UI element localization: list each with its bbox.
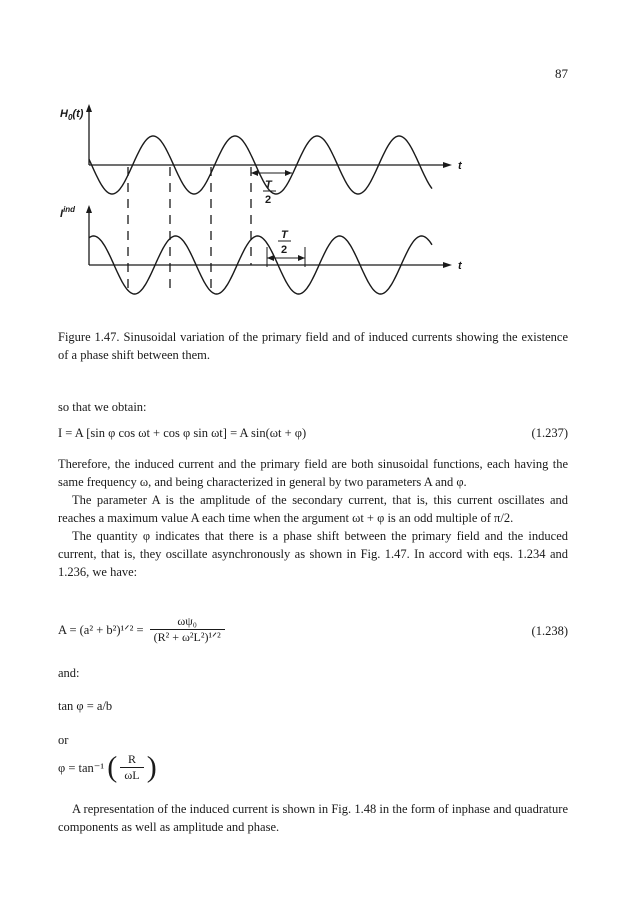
paragraph-3: The quantity φ indicates that there is a phase shift between the primary field and the induced current, that is, they oscillate asynchronously as shown in Fig. 1.47. In accord with eqs. 1.234 and 1.236, we have: bbox=[58, 529, 568, 579]
top-half-period-arrow-icon bbox=[285, 170, 292, 176]
equation-1-238 bbox=[58, 614, 568, 645]
phi-equation-left: φ = tan⁻¹ bbox=[58, 760, 105, 775]
caption-label: Figure 1.47. bbox=[58, 330, 120, 344]
phi-equation-close-paren: ) bbox=[146, 750, 157, 784]
figure-caption bbox=[58, 328, 568, 364]
top-axis-arrow-icon bbox=[86, 104, 92, 112]
body-paragraphs bbox=[58, 455, 568, 581]
bottom-axis-label: $I^{ind}$ bbox=[60, 205, 76, 220]
tan-equation: tan φ = a/b bbox=[58, 699, 113, 713]
figure-1-47 bbox=[60, 95, 490, 310]
paragraph-2: The parameter A is the amplitude of the secondary current, that is, this current oscillates and reaches a maximum value A each time when the argument ωt + φ is an odd multiple of π/2. bbox=[58, 493, 568, 525]
equation-1-237-body: I = A [sin φ cos ωt + cos φ sin ωt] = A sin(ωt + φ) bbox=[58, 426, 307, 440]
phi-equation-fraction bbox=[120, 752, 143, 783]
top-axis-label: $H_0(t)$ bbox=[60, 108, 84, 122]
equation-1-237-number: (1.237) bbox=[531, 426, 568, 440]
top-time-label: t bbox=[458, 160, 462, 172]
bottom-axis-arrow-icon bbox=[86, 205, 92, 213]
paragraph-1: Therefore, the induced current and the primary field are both sinusoidal functions, each having the same frequency ω, and being characterized in general by two parameters A and φ. bbox=[58, 457, 568, 489]
caption-text: Sinusoidal variation of the primary field and of induced currents showing the existence of a phase shift between them. bbox=[58, 330, 569, 362]
page-number: 87 bbox=[555, 66, 568, 81]
equation-1-238-denominator: (R² + ω²L²)¹ᐟ² bbox=[153, 630, 221, 644]
bottom-half-period-den: 2 bbox=[281, 244, 288, 256]
bottom-time-label: t bbox=[458, 260, 462, 272]
bottom-half-period-arrow-left-icon bbox=[267, 255, 274, 261]
top-half-period-num: T bbox=[265, 179, 272, 191]
or-label: or bbox=[58, 733, 69, 747]
and-label: and: bbox=[58, 666, 80, 680]
bottom-half-period-arrow-icon bbox=[298, 255, 305, 261]
equation-1-238-numerator: ωψ₀ bbox=[150, 614, 225, 630]
phi-equation-open-paren: ( bbox=[107, 750, 118, 784]
closing-paragraph: A representation of the induced current is shown in Fig. 1.48 in the form of inphase and quadrature components as well as amplitude and phase. bbox=[58, 802, 568, 834]
sinusoid-figure bbox=[60, 95, 490, 310]
equation-1-238-fraction bbox=[150, 614, 225, 645]
equation-1-238-left: A = (a² + b²)¹ᐟ² = bbox=[58, 622, 144, 637]
bottom-time-arrow-icon bbox=[443, 262, 452, 268]
top-time-arrow-icon bbox=[443, 162, 452, 168]
top-half-period-arrow-left-icon bbox=[251, 170, 258, 176]
phi-equation bbox=[58, 752, 568, 783]
phi-equation-numerator: R bbox=[120, 752, 143, 768]
equation-1-237 bbox=[58, 424, 568, 442]
equation-1-238-number: (1.238) bbox=[531, 624, 568, 638]
lead-in-text: so that we obtain: bbox=[58, 400, 147, 414]
top-half-period-den: 2 bbox=[265, 194, 272, 206]
bottom-half-period-num: T bbox=[281, 229, 288, 241]
phi-equation-denominator: ωL bbox=[124, 768, 140, 782]
